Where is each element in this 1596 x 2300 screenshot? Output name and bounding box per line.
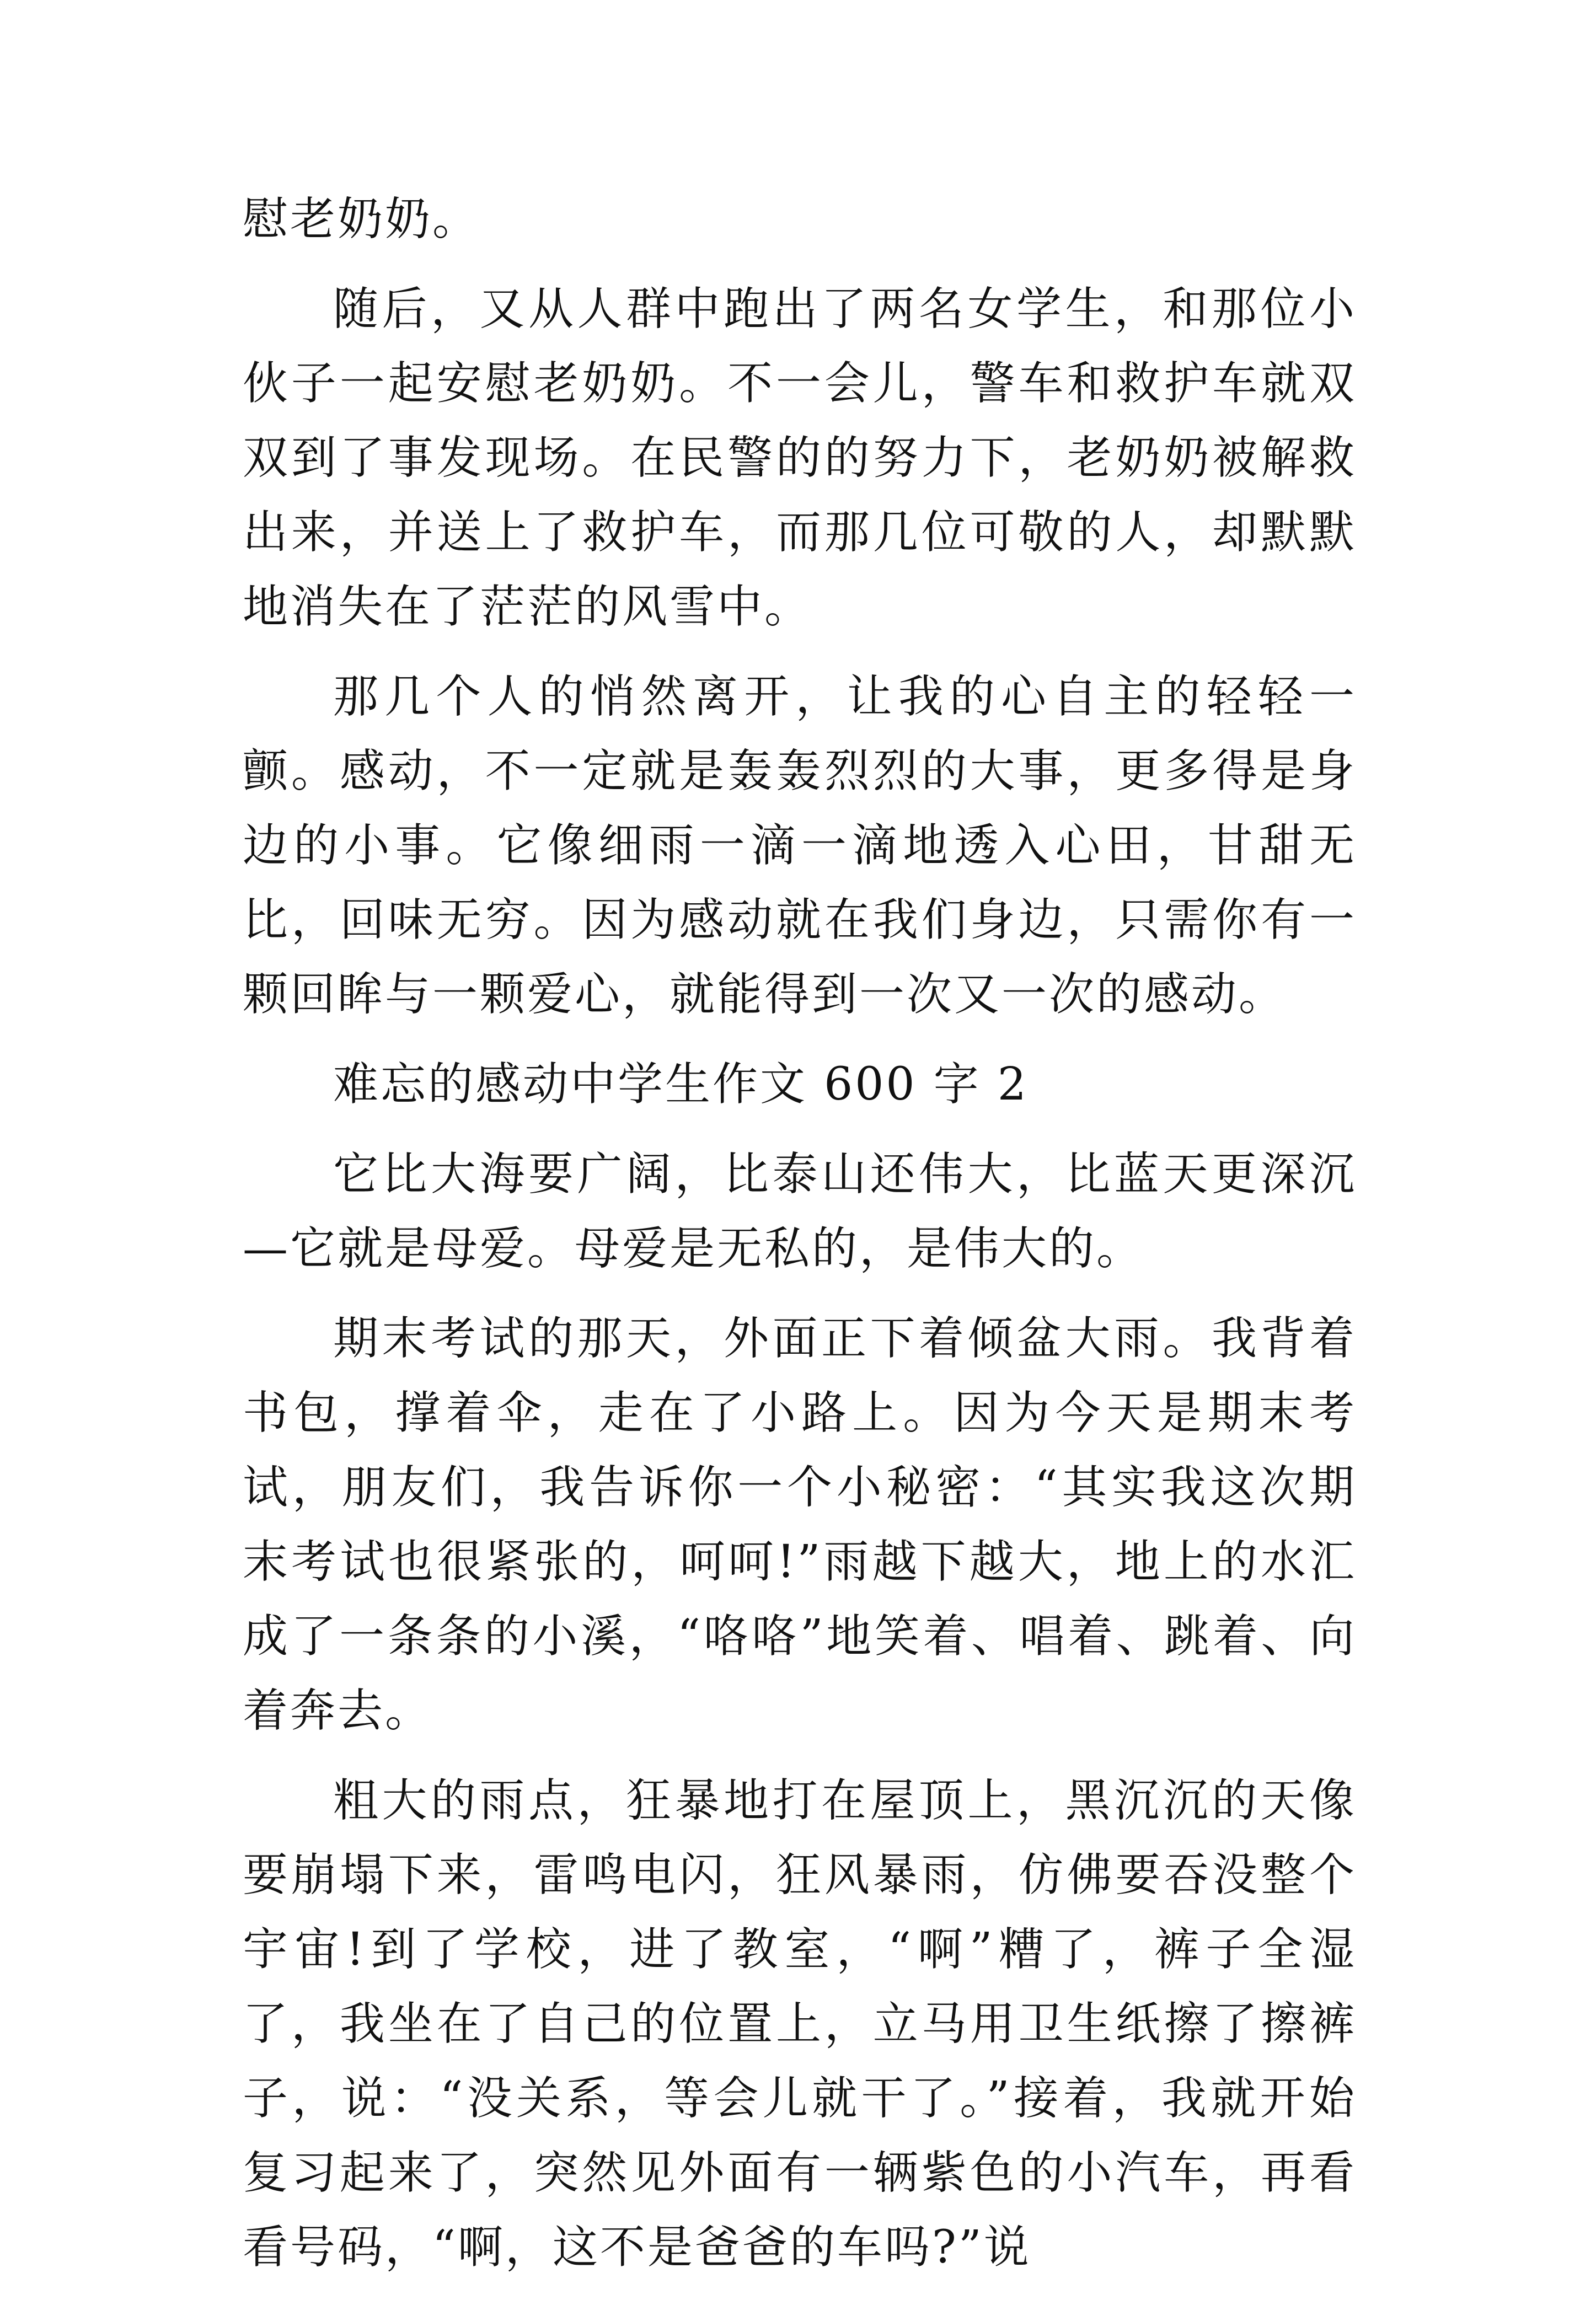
paragraph-1: 慰老奶奶。	[243, 193, 480, 245]
paragraph-7: 粗大的雨点，狂暴地打在屋顶上，黑沉沉的天像要崩塌下来，雷鸣电闪，狂风暴雨，仿佛要吞没整个宇宙!到了学校，进了教室，“啊”糟了，裤子全湿了，我坐在了自己的位置上，立马用卫生纸擦了擦裤子，说：“没关系，等会儿就干了。”接着，我就开始复习起来了，突然见外面有一辆紫色的小汽车，再看看号码，“啊，这不是爸爸的车吗?”说	[243, 1774, 1357, 2274]
paragraph-2: 随后，又从人群中跑出了两名女学生，和那位小伙子一起安慰老奶奶。不一会儿，警车和救护车就双双到了事发现场。在民警的的努力下，老奶奶被解救出来，并送上了救护车，而那几位可敬的人，却默默地消失在了茫茫的风雪中。	[243, 283, 1357, 633]
paragraph-3: 那几个人的悄然离开，让我的心自主的轻轻一颤。感动，不一定就是轰轰烈烈的大事，更多得是身边的小事。它像细雨一滴一滴地透入心田，甘甜无比，回味无穷。因为感动就在我们身边，只需你有一颗回眸与一颗爱心，就能得到一次又一次的感动。	[243, 671, 1357, 1021]
section-heading: 难忘的感动中学生作文 600 字 2	[333, 1058, 1029, 1111]
paragraph-6: 期末考试的那天，外面正下着倾盆大雨。我背着书包，撑着伞，走在了小路上。因为今天是期末考试，朋友们，我告诉你一个小秘密：“其实我这次期末考试也很紧张的，呵呵!”雨越下越大，地上的水汇成了一条条的小溪，“咯咯”地笑着、唱着、跳着、向着奔去。	[243, 1312, 1357, 1737]
document-body	[243, 182, 1357, 2300]
paragraph-5: 它比大海要广阔，比泰山还伟大，比蓝天更深沉—它就是母爱。母爱是无私的，是伟大的。	[243, 1148, 1357, 1275]
